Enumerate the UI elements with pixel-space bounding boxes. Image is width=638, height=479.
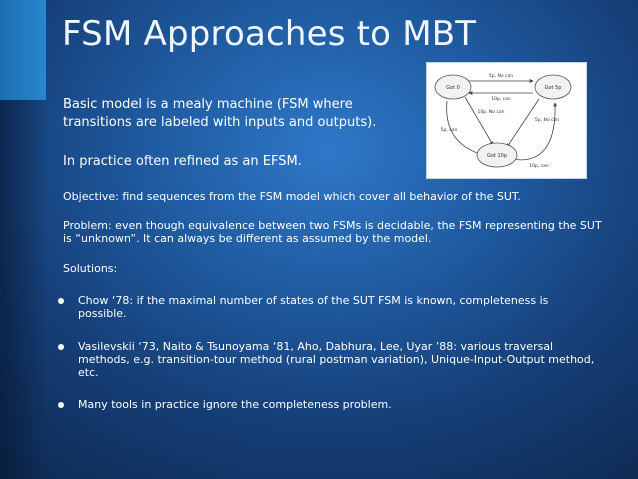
bullet-icon [58, 298, 64, 304]
edge-label: 10p, can [491, 97, 511, 102]
edge-got0-got10p [465, 97, 493, 145]
slide-title: FSM Approaches to MBT [62, 14, 477, 54]
problem-text: Problem: even though equivalence between two FSMs is decidable, the FSM representing the SUT is “unknown”. It can always be different as assumed by the model. [63, 219, 602, 245]
edge-label: 5p, can [440, 128, 458, 133]
bullet-icon [58, 402, 64, 408]
bullet-icon [58, 344, 64, 350]
state-label: Got 10p [486, 153, 508, 159]
edge-label: 10p, No can [477, 110, 505, 115]
efsm-note: In practice often refined as an EFSM. [63, 154, 302, 169]
fsm-diagram [426, 62, 587, 179]
edge-label: 5p, No can [488, 74, 514, 79]
state-label: Got 0 [446, 85, 460, 91]
title-accent-strip [0, 0, 46, 100]
bullet-text: Vasilevskii ‘73, Naito & Tsunoyama ‘81, Aho, Dabhura, Lee, Uyar ’88: various traversal methods, e.g. transition-tour method (rural postman variation), Unique-Input-Output method, etc. [78, 340, 595, 379]
solutions-label: Solutions: [63, 262, 118, 275]
bullet-text: Chow ‘78: if the maximal number of states of the SUT FSM is known, completeness is possible. [78, 294, 549, 320]
edge-got5p-got10p [507, 99, 539, 147]
edge-label: 5p, No can [534, 118, 560, 123]
fsm-diagram-svg [427, 63, 586, 178]
edge-label: 10p, can [529, 164, 549, 169]
intro-paragraph: Basic model is a mealy machine (FSM where transitions are labeled with inputs and outputs). [63, 97, 377, 130]
objective-text: Objective: find sequences from the FSM model which cover all behavior of the SUT. [63, 190, 521, 203]
bullet-text: Many tools in practice ignore the completeness problem. [78, 398, 392, 411]
state-label: Got 5p [544, 85, 562, 91]
